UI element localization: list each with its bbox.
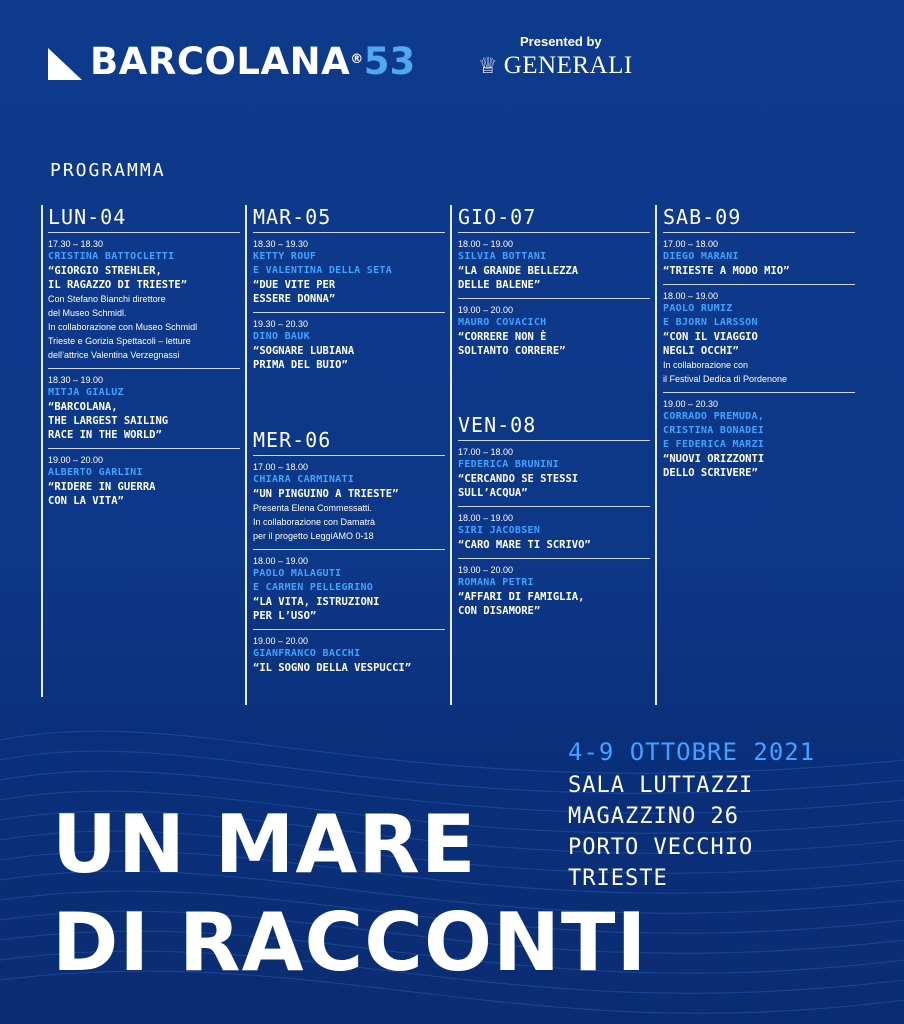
day-heading: MAR-05 xyxy=(253,205,332,229)
barcolana-logo xyxy=(48,40,415,84)
event-item xyxy=(253,550,445,629)
day-column xyxy=(663,202,855,486)
event-title: “TRIESTE A MODO MIO” xyxy=(663,265,790,277)
event-speaker: PAOLO RUMIZ xyxy=(663,303,733,314)
event-title: “LA VITA, ISTRUZIONI xyxy=(253,596,380,608)
event-title: THE LARGEST SAILING xyxy=(48,415,169,427)
day-column xyxy=(458,202,650,364)
venue-line: TRIESTE xyxy=(568,866,668,891)
event-note: In collaborazione con Damatrà xyxy=(253,517,376,527)
event-title: DELLO SCRIVERE” xyxy=(663,467,758,479)
event-time: 17.00 – 18.00 xyxy=(458,447,514,457)
event-item xyxy=(253,456,445,549)
event-speaker: FEDERICA BRUNINI xyxy=(458,459,560,470)
lion-icon: ♕ xyxy=(478,53,498,78)
event-speaker: MITJA GIALUZ xyxy=(48,387,124,398)
brand-name: BARCOLANA® xyxy=(90,40,364,83)
event-title: DELLE BALENE” xyxy=(458,279,541,291)
event-title: “NUOVI ORIZZONTI xyxy=(663,453,765,465)
event-title: “GIORGIO STREHLER, xyxy=(48,265,162,277)
event-title: “IL SOGNO DELLA VESPUCCI” xyxy=(253,662,412,674)
event-speaker: DIEGO MARANI xyxy=(663,251,739,262)
event-speaker: SILVIA BOTTANI xyxy=(458,251,547,262)
column-divider xyxy=(41,205,43,697)
event-speaker: E BJORN LARSSON xyxy=(663,317,758,328)
event-time: 18.00 – 19.00 xyxy=(458,239,514,249)
event-speaker: ROMANA PETRI xyxy=(458,577,534,588)
day-column xyxy=(253,425,445,681)
venue-line: SALA LUTTAZZI xyxy=(568,773,754,798)
event-time: 18.30 – 19.00 xyxy=(48,375,104,385)
event-time: 18.00 – 19.00 xyxy=(663,291,719,301)
event-item xyxy=(458,299,650,364)
edition-number: 53 xyxy=(363,40,416,83)
event-item xyxy=(253,630,445,681)
day-heading: MER-06 xyxy=(253,428,332,452)
event-title: “RIDERE IN GUERRA xyxy=(48,481,156,493)
event-note: Presenta Elena Commessatti. xyxy=(253,503,373,513)
event-title: CON LA VITA” xyxy=(48,495,124,507)
event-title: PRIMA DEL BUIO” xyxy=(253,359,348,371)
event-note: In collaborazione con Museo Schmidl xyxy=(48,322,198,332)
event-title: NEGLI OCCHI” xyxy=(663,345,739,357)
venue-line: PORTO VECCHIO xyxy=(568,835,754,860)
sponsor-logo xyxy=(478,52,633,80)
event-item xyxy=(663,233,855,284)
day-column xyxy=(253,202,445,378)
event-speaker: CRISTINA BONADEI xyxy=(663,425,765,436)
event-speaker: ALBERTO GARLINI xyxy=(48,467,143,478)
event-item xyxy=(48,369,240,448)
event-item xyxy=(663,393,855,486)
event-title: “CON IL VIAGGIO xyxy=(663,331,758,343)
event-title: SOLTANTO CORRERE” xyxy=(458,345,566,357)
event-title: “BARCOLANA, xyxy=(48,401,118,413)
event-item xyxy=(458,441,650,506)
event-title: RACE IN THE WORLD” xyxy=(48,429,162,441)
event-item xyxy=(458,507,650,558)
event-speaker: CRISTINA BATTOCLETTI xyxy=(48,251,175,262)
section-title: PROGRAMMA xyxy=(50,160,166,181)
event-title: “SOGNARE LUBIANA xyxy=(253,345,355,357)
event-note: In collaborazione con xyxy=(663,360,749,370)
event-speaker: E VALENTINA DELLA SETA xyxy=(253,265,393,276)
venue-address xyxy=(568,770,753,894)
event-time: 17.30 – 18.30 xyxy=(48,239,104,249)
event-item xyxy=(458,559,650,624)
event-item xyxy=(253,313,445,378)
event-time: 19.00 – 20.30 xyxy=(663,399,719,409)
event-item xyxy=(253,233,445,312)
event-speaker: GIANFRANCO BACCHI xyxy=(253,648,361,659)
column-divider xyxy=(655,205,657,705)
day-heading: SAB-09 xyxy=(663,205,742,229)
event-title: “AFFARI DI FAMIGLIA, xyxy=(458,591,585,603)
event-speaker: DINO BAUK xyxy=(253,331,310,342)
event-note: Trieste e Gorizia Spettacoli – letture xyxy=(48,336,191,346)
event-title: IL RAGAZZO DI TRIESTE” xyxy=(48,279,188,291)
column-divider xyxy=(450,205,452,705)
event-time: 18.00 – 19.00 xyxy=(253,556,309,566)
event-title: “DUE VITE PER xyxy=(253,279,336,291)
event-item xyxy=(48,233,240,368)
event-dates: 4-9 OTTOBRE 2021 xyxy=(568,738,816,766)
headline-line-2: DI RACCONTI xyxy=(52,896,648,989)
event-title: SULL’ACQUA” xyxy=(458,487,528,499)
event-speaker: MAURO COVACICH xyxy=(458,317,547,328)
event-time: 19.00 – 20.00 xyxy=(458,565,514,575)
event-time: 17.00 – 18.00 xyxy=(253,462,309,472)
event-speaker: E CARMEN PELLEGRINO xyxy=(253,582,374,593)
event-note: il Festival Dedica di Pordenone xyxy=(663,374,788,384)
event-speaker: SIRI JACOBSEN xyxy=(458,525,541,536)
day-heading: GIO-07 xyxy=(458,205,537,229)
event-title: “UN PINGUINO A TRIESTE” xyxy=(253,488,399,500)
event-time: 19.00 – 20.00 xyxy=(253,636,309,646)
event-title: “CARO MARE TI SCRIVO” xyxy=(458,539,591,551)
triangle-logo-icon xyxy=(48,48,82,80)
event-time: 19.30 – 20.30 xyxy=(253,319,309,329)
presented-by: Presented by xyxy=(520,34,602,49)
event-note: del Museo Schmidl. xyxy=(48,308,127,318)
event-time: 18.00 – 19.00 xyxy=(458,513,514,523)
day-column xyxy=(48,202,240,514)
event-speaker: CORRADO PREMUDA, xyxy=(663,411,765,422)
event-item xyxy=(458,233,650,298)
day-heading: VEN-08 xyxy=(458,413,537,437)
day-heading: LUN-04 xyxy=(48,205,127,229)
event-title: “CERCANDO SE STESSI xyxy=(458,473,579,485)
event-speaker: PAOLO MALAGUTI xyxy=(253,568,342,579)
event-time: 17.00 – 18.00 xyxy=(663,239,719,249)
headline-line-1: UN MARE xyxy=(52,798,477,891)
event-speaker: CHIARA CARMINATI xyxy=(253,474,355,485)
event-time: 19.00 – 20.00 xyxy=(458,305,514,315)
event-time: 19.00 – 20.00 xyxy=(48,455,104,465)
column-divider xyxy=(245,205,247,705)
event-item xyxy=(48,449,240,514)
event-title: PER L’USO” xyxy=(253,610,317,622)
event-title: CON DISAMORE” xyxy=(458,605,541,617)
event-title: “LA GRANDE BELLEZZA xyxy=(458,265,579,277)
event-title: ESSERE DONNA” xyxy=(253,293,336,305)
event-note: dell’attrice Valentina Verzegnassi xyxy=(48,350,180,360)
event-note: Con Stefano Bianchi direttore xyxy=(48,294,166,304)
event-speaker: E FEDERICA MARZI xyxy=(663,439,765,450)
event-note: per il progetto LeggiAMO 0-18 xyxy=(253,531,374,541)
event-title: “CORRERE NON È xyxy=(458,331,547,343)
sponsor-name: GENERALI xyxy=(503,52,633,79)
event-time: 18.30 – 19.30 xyxy=(253,239,309,249)
event-item xyxy=(663,285,855,392)
day-column xyxy=(458,410,650,624)
event-speaker: KETTY ROUF xyxy=(253,251,317,262)
venue-line: MAGAZZINO 26 xyxy=(568,804,739,829)
